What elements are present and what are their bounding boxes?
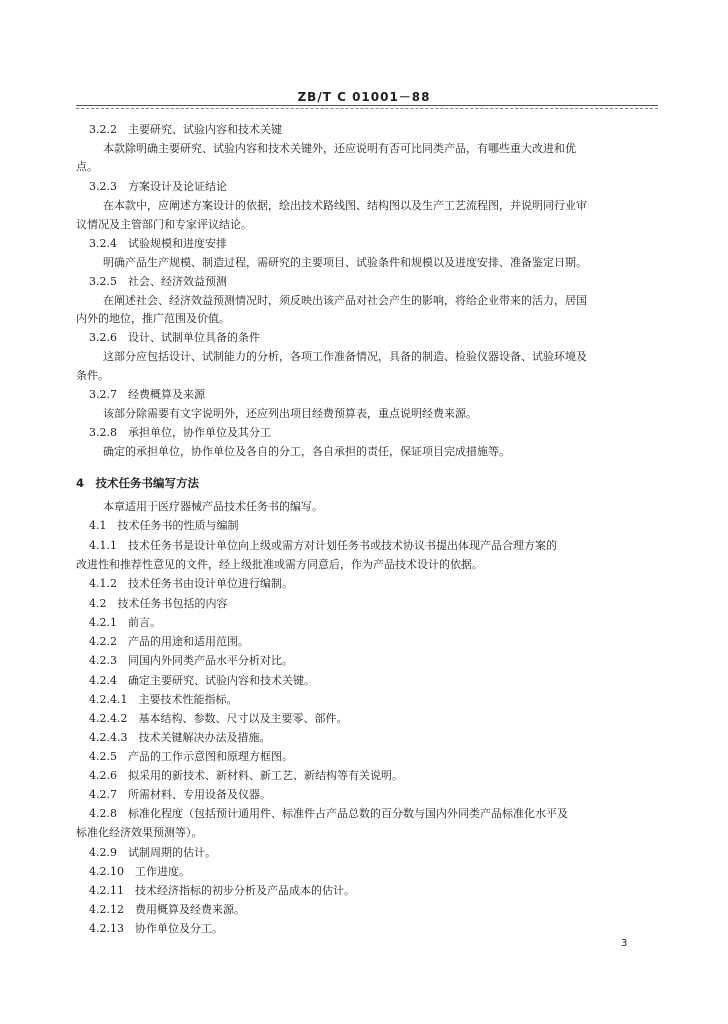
paragraph-line: 条件。 [76,369,109,382]
clause-heading: 4.1.2 技术任务书由设计单位进行编制。 [89,577,293,590]
list-item: 4.2.8 标准化程度（包括预计通用件、标准件占产品总数的百分数与国内外同类产品标准化水平及 [89,807,568,820]
chapter-heading: 4 技术任务书编写方法 [76,476,200,490]
paragraph-line: 标准化经济效果预测等）。 [76,826,203,839]
paragraph-line: 点。 [76,160,98,173]
header-rule [76,105,658,106]
paragraph-line: 在本款中，应阐述方案设计的依据，绘出技术路线图、结构图以及生产工艺流程图，并说明同行业审 [103,199,587,212]
paragraph-line: 在阐述社会、经济效益预测情况时，须反映出该产品对社会产生的影响，将给企业带来的活力，居国 [103,294,587,307]
header-rule-dashed [76,108,658,109]
list-item: 4.2.2 产品的用途和适用范围。 [89,635,249,648]
list-item: 4.2.7 所需材料、专用设备及仪器。 [89,788,271,801]
paragraph-line: 4.1.1 技术任务书是设计单位向上级或需方对计划任务书或技术协议书提出体现产品合理方案的 [89,539,557,552]
list-item: 4.2.4.1 主要技术性能指标。 [89,693,238,706]
standard-code-header: ZB/T C 01001－88 [297,90,431,104]
clause-heading: 4.1 技术任务书的性质与编制 [89,519,239,532]
list-item: 4.2.9 试制周期的估计。 [89,846,216,859]
paragraph-line: 议情况及主管部门和专家评议结论。 [76,218,252,231]
clause-heading: 3.2.4 试验规模和进度安排 [89,237,227,250]
paragraph-line: 确定的承担单位，协作单位及各自的分工，各自承担的责任，保证项目完成措施等。 [103,445,510,458]
clause-heading: 3.2.6 设计、试制单位具备的条件 [89,331,260,344]
list-item: 4.2.5 产品的工作示意图和原理方框图。 [89,750,293,763]
paragraph-line: 该部分除需要有文字说明外，还应列出项目经费预算表，重点说明经费来源。 [103,407,477,420]
paragraph-line: 内外的地位，推广范围及价值。 [76,312,230,325]
paragraph-line: 本章适用于医疗器械产品技术任务书的编写。 [103,500,323,513]
list-item: 4.2.6 拟采用的新技术、新材料、新工艺、新结构等有关说明。 [89,769,403,782]
paragraph-line: 这部分应包括设计、试制能力的分析，各项工作准备情况，具备的制造、检验仪器设备、试验环境及 [103,350,587,363]
list-item: 4.2.4 确定主要研究、试验内容和技术关键。 [89,674,315,687]
clause-heading: 3.2.7 经费概算及来源 [89,388,205,401]
list-item: 4.2.3 同国内外同类产品水平分析对比。 [89,654,293,667]
list-item: 4.2.4.3 技术关键解决办法及措施。 [89,731,271,744]
page-number: 3 [621,938,628,949]
paragraph-line: 明确产品生产规模、制造过程，需研究的主要项目、试验条件和规模以及进度安排、准备鉴定日期。 [103,256,587,269]
list-item: 4.2.1 前言。 [89,616,161,629]
clause-heading: 3.2.3 方案设计及论证结论 [89,180,227,193]
paragraph-line: 本款除明确主要研究、试验内容和技术关键外，还应说明有否可比同类产品，有哪些重大改进和优 [103,142,576,155]
clause-heading: 3.2.2 主要研究、试验内容和技术关键 [89,123,282,136]
list-item: 4.2.12 费用概算及经费来源。 [89,903,245,916]
list-item: 4.2.4.2 基本结构、参数、尺寸以及主要零、部件。 [89,712,348,725]
clause-heading: 3.2.5 社会、经济效益预测 [89,275,227,288]
list-item: 4.2.11 技术经济指标的初步分析及产品成本的估计。 [89,884,355,897]
clause-heading: 4.2 技术任务书包括的内容 [89,597,228,610]
list-item: 4.2.10 工作进度。 [89,865,190,878]
paragraph-line: 改进性和推荐性意见的文件，经上级批准或需方同意后，作为产品技术设计的依据。 [76,558,483,571]
clause-heading: 3.2.8 承担单位，协作单位及其分工 [89,426,271,439]
list-item: 4.2.13 协作单位及分工。 [89,922,223,935]
